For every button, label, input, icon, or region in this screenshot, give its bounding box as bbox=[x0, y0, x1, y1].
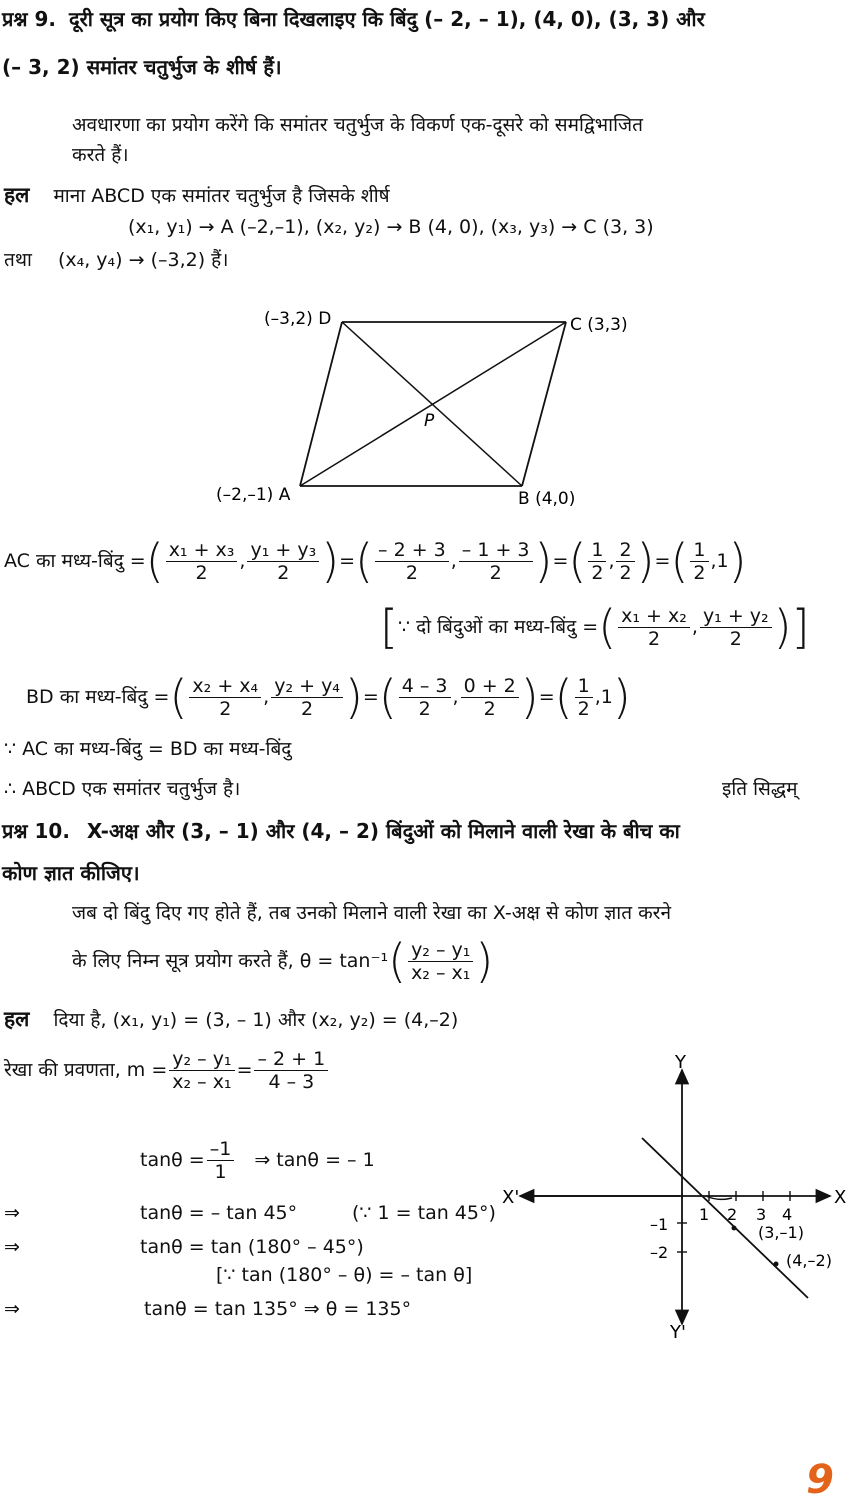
q10-concept-frac: $\frac{\text{y₂ – y₁}}{\text{x₂ – x₁}}$ bbox=[408, 939, 473, 984]
point-4-minus2 bbox=[774, 1262, 779, 1267]
q10-label: प्रश्न 10. bbox=[2, 819, 70, 843]
label-x: X bbox=[834, 1187, 847, 1208]
label-b: B (4,0) bbox=[518, 489, 576, 509]
step2-note: (∵ 1 = tan 45°) bbox=[352, 1202, 496, 1224]
q10-solution-label: हल bbox=[4, 1007, 30, 1031]
q10-statement: X-अक्ष और (3, – 1) और (4, – 2) बिंदुओं को मिलाने वाली रेखा के बीच का bbox=[86, 819, 680, 843]
bd-frac-3: $\frac{4 - 3}{2}$ bbox=[399, 675, 451, 720]
bd-frac-2: $\frac{\text{y₂ + y₄}}{2}$ bbox=[271, 675, 343, 720]
ac-frac-7: $\frac{1}{2}$ bbox=[690, 539, 708, 584]
diagonal-bd bbox=[342, 322, 522, 486]
side-cb bbox=[522, 322, 566, 486]
slope-label: रेखा की प्रवणता, m = bbox=[4, 1059, 168, 1081]
tick-label-4: 4 bbox=[782, 1205, 793, 1224]
arrow-1: ⇒ bbox=[4, 1202, 20, 1224]
label-x-prime: X' bbox=[502, 1187, 520, 1208]
ac-midpoint-equation: AC का मध्य-बिंदु = ( $\frac{\text{x₁ + x₃}}{2}$ , $\frac{\text{y₁ + y₃}}{2}$ ) = ( $\frac{- 2 + 3}{2}$ , $\frac{- 1 + 3}{2}$ ) = ( $\frac{1}{2}$ , $\frac{2}{2}$ ) = ( $\frac{1}{2}$ , 1 ) bbox=[4, 534, 747, 588]
qed-text: इति सिद्धम् bbox=[722, 778, 798, 800]
side-da bbox=[300, 322, 342, 486]
ac-frac-2: $\frac{\text{y₁ + y₃}}{2}$ bbox=[247, 539, 319, 584]
tick-label-1: 1 bbox=[699, 1205, 710, 1224]
q9-tatha: तथा bbox=[4, 249, 32, 271]
tan-equation bbox=[140, 1130, 375, 1190]
arrow-3: ⇒ bbox=[4, 1298, 20, 1320]
tick-label-3: 3 bbox=[756, 1205, 767, 1224]
label-y: Y bbox=[675, 1052, 686, 1073]
ac-frac-5: $\frac{1}{2}$ bbox=[588, 539, 606, 584]
ac-frac-3: $\frac{- 2 + 3}{2}$ bbox=[375, 539, 449, 584]
note-frac-2: $\frac{\text{y₁ + y₂}}{2}$ bbox=[700, 605, 772, 650]
label-y-prime: Y' bbox=[670, 1322, 686, 1343]
bd-midpoint-equation: BD का मध्य-बिंदु = ( $\frac{\text{x₂ + x₄}}{2}$ , $\frac{\text{y₂ + y₄}}{2}$ ) = ( $\frac{4 - 3}{2}$ , $\frac{0 + 2}{2}$ ) = ( $\frac{1}{2}$ , 1 ) bbox=[26, 670, 631, 724]
q10-concept-line2: के लिए निम्न सूत्र प्रयोग करते हैं, θ = tan⁻¹ ( $\frac{\text{y₂ – y₁}}{\text{x₂ – x₁}}$ ) bbox=[72, 934, 494, 988]
q10-concept-line1: जब दो बिंदु दिए गए होते हैं, तब उनको मिलाने वाली रेखा का X-अक्ष से कोण ज्ञात करने bbox=[72, 902, 671, 924]
label-p: P bbox=[424, 411, 435, 431]
q10-concept-text: के लिए निम्न सूत्र प्रयोग करते हैं, θ = tan⁻¹ bbox=[72, 950, 389, 972]
tan-label: tanθ = bbox=[140, 1149, 205, 1171]
tick-label-m2: –2 bbox=[650, 1243, 669, 1262]
q9-text-line2: (– 3, 2) समांतर चतुर्भुज के शीर्ष हैं। bbox=[2, 55, 282, 79]
q10-text-line1 bbox=[2, 818, 680, 844]
point-label-2: (4,–2) bbox=[786, 1251, 832, 1270]
tan-result: ⇒ tanθ = – 1 bbox=[254, 1149, 375, 1171]
step2-text: tanθ = – tan 45° bbox=[140, 1202, 298, 1224]
tick-label-2: 2 bbox=[727, 1205, 738, 1224]
ac-result-y: 1 bbox=[716, 550, 729, 572]
q9-statement: दूरी सूत्र का प्रयोग किए बिना दिखलाइए कि बिंदु (– 2, – 1), (4, 0), (3, 3) और bbox=[68, 7, 705, 31]
bd-frac-5: $\frac{1}{2}$ bbox=[575, 675, 593, 720]
note-frac-1: $\frac{\text{x₁ + x₂}}{2}$ bbox=[618, 605, 690, 650]
q9-solution-line2: (x₁, y₁) → A (–2,–1), (x₂, y₂) → B (4, 0), (x₃, y₃) → C (3, 3) bbox=[128, 216, 654, 238]
q9-d-vertex: (x₄, y₄) → (–3,2) हैं। bbox=[57, 249, 229, 271]
q10-solution-line1 bbox=[4, 1006, 458, 1033]
line-angle-graph bbox=[500, 1048, 854, 1348]
label-d: (–3,2) D bbox=[264, 309, 332, 329]
bd-midpoint-label: BD का मध्य-बिंदु = bbox=[26, 686, 170, 708]
point-3-minus1 bbox=[732, 1226, 737, 1231]
page-number: 9 bbox=[806, 1457, 834, 1503]
arrow-2: ⇒ bbox=[4, 1236, 20, 1258]
slope-frac-2: $\frac{- 2 + 1}{4 - 3}$ bbox=[254, 1048, 328, 1093]
tan-frac: $\frac{-1}{1}$ bbox=[207, 1138, 235, 1183]
label-c: C (3,3) bbox=[570, 315, 628, 335]
q10-text-line2: कोण ज्ञात कीजिए। bbox=[2, 861, 140, 885]
q9-label: प्रश्न 9. bbox=[2, 7, 56, 31]
slope-equation: रेखा की प्रवणता, m = $\frac{\text{y₂ – y₁}}{\text{x₂ – x₁}}$ = $\frac{- 2 + 1}{4 - 3}$ bbox=[4, 1040, 330, 1100]
q9-solution-line3 bbox=[4, 247, 228, 273]
step4-text: tanθ = tan 135° ⇒ θ = 135° bbox=[144, 1298, 412, 1320]
q9-text-line1 bbox=[2, 6, 705, 32]
q10-given: दिया है, (x₁, y₁) = (3, – 1) और (x₂, y₂) = (4,–2) bbox=[53, 1009, 459, 1031]
step3-note: [∵ tan (180° – θ) = – tan θ] bbox=[216, 1264, 473, 1286]
q9-solution-line1 bbox=[4, 182, 390, 209]
point-label-1: (3,–1) bbox=[758, 1223, 804, 1242]
q9-concept-line2: करते हैं। bbox=[72, 144, 129, 166]
q9-solution-label: हल bbox=[4, 183, 30, 207]
label-a: (–2,–1) A bbox=[216, 485, 291, 505]
therefore-line: ∴ ABCD एक समांतर चतुर्भुज है। bbox=[4, 778, 241, 800]
bd-frac-1: $\frac{\text{x₂ + x₄}}{2}$ bbox=[189, 675, 261, 720]
ac-frac-6: $\frac{2}{2}$ bbox=[616, 539, 634, 584]
slope-frac-1: $\frac{\text{y₂ – y₁}}{\text{x₂ – x₁}}$ bbox=[169, 1048, 234, 1093]
parallelogram-figure bbox=[200, 300, 660, 515]
bd-result-y: 1 bbox=[600, 686, 613, 708]
ac-midpoint-label: AC का मध्य-बिंदु = bbox=[4, 550, 146, 572]
midpoint-formula-note: [ ∵ दो बिंदुओं का मध्य-बिंदु = ( $\frac{\text{x₁ + x₂}}{2}$ , $\frac{\text{y₁ + y₂}}{2}$ )] bbox=[380, 600, 810, 654]
step3-text: tanθ = tan (180° – 45°) bbox=[140, 1236, 364, 1258]
ac-frac-1: $\frac{\text{x₁ + x₃}}{2}$ bbox=[166, 539, 238, 584]
q9-concept-line1: अवधारणा का प्रयोग करेंगे कि समांतर चतुर्भुज के विकर्ण एक-दूसरे को समद्विभाजित bbox=[72, 114, 643, 136]
since-line: ∵ AC का मध्य-बिंदु = BD का मध्य-बिंदु bbox=[4, 738, 292, 760]
bd-frac-4: $\frac{0 + 2}{2}$ bbox=[461, 675, 519, 720]
note-label: ∵ दो बिंदुओं का मध्य-बिंदु = bbox=[397, 616, 599, 638]
q9-solution-text: माना ABCD एक समांतर चतुर्भुज है जिसके शीर्ष bbox=[53, 185, 390, 207]
tick-label-m1: –1 bbox=[650, 1215, 669, 1234]
ac-frac-4: $\frac{- 1 + 3}{2}$ bbox=[459, 539, 533, 584]
